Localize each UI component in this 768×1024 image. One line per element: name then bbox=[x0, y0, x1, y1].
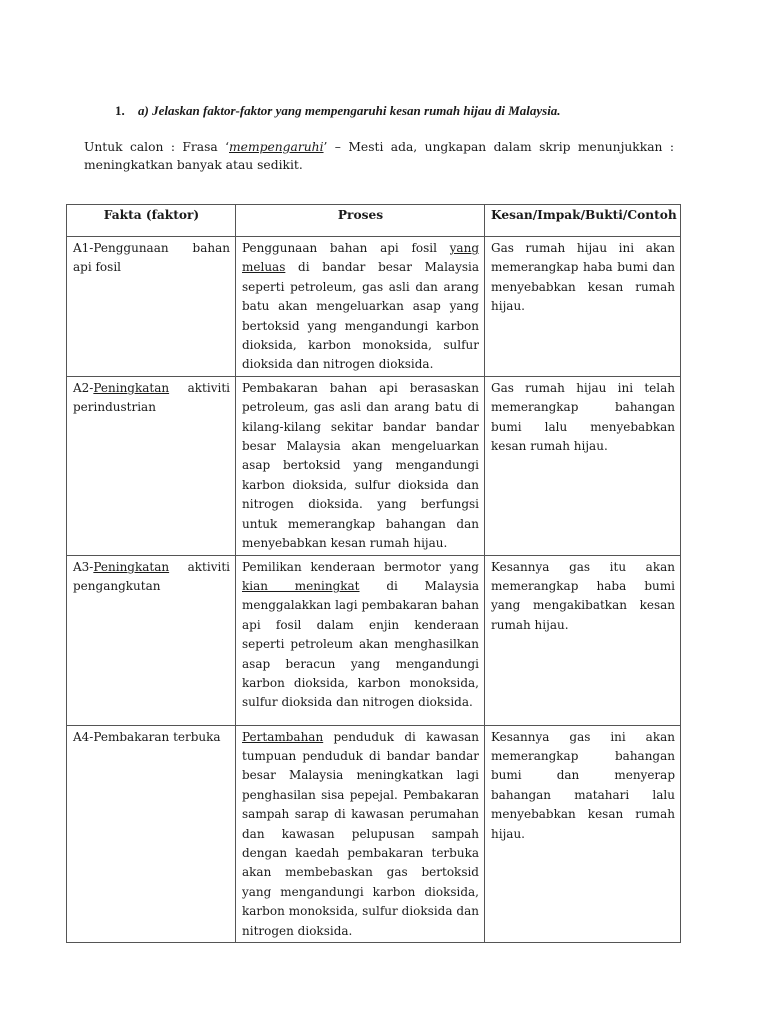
header-proses: Proses bbox=[236, 205, 485, 237]
note-keyword: mempengaruhi bbox=[229, 140, 324, 154]
cell-kesan: Kesannya gas itu akan memerangkap haba bumi yang mengakibatkan kesan rumah hijau. bbox=[485, 555, 681, 725]
fakta-text-rest: aktiviti perindustrian bbox=[73, 380, 230, 415]
proses-text-rest: di bandar besar Malaysia seperti petroleum, gas asli dan arang batu akan mengeluarkan asap yang bertoksid yang mengandungi karbon dioksida, karbon monoksida, sulfur dioksida dan nitrogen dioksida. bbox=[242, 260, 479, 372]
cell-proses bbox=[236, 237, 485, 377]
factors-table bbox=[66, 204, 681, 943]
question-number: 1. bbox=[115, 103, 125, 118]
proses-text: Penggunaan bahan api fosil bbox=[242, 241, 450, 255]
cell-kesan: Gas rumah hijau ini akan memerangkap haba bumi dan menyebabkan kesan rumah hijau. bbox=[485, 237, 681, 377]
proses-underlined: kian meningkat bbox=[242, 578, 360, 593]
table-row bbox=[67, 237, 681, 377]
cell-fakta bbox=[67, 725, 236, 942]
table-header-row bbox=[67, 205, 681, 237]
fakta-underlined: Peningkatan bbox=[93, 380, 170, 395]
proses-text: Pemilikan kenderaan bermotor yang bbox=[242, 559, 479, 574]
question-heading bbox=[115, 103, 715, 119]
note-suffix: ’ – Mesti ada, ungkapan dalam skrip menunjukkan : meningkatkan banyak atau sedikit. bbox=[84, 140, 674, 172]
table-row bbox=[67, 725, 681, 942]
proses-underlined: yang meluas bbox=[242, 241, 479, 275]
proses-text-rest: di Malaysia menggalakkan lagi pembakaran bahan api fosil dalam enjin kenderaan seperti petroleum akan menghasilkan asap beracun yang mengandungi karbon dioksida, karbon monoksida, sulfur dioksida dan nitrogen dioksida. bbox=[242, 578, 480, 710]
fakta-text: A1-Penggunaan bahan api fosil bbox=[73, 241, 230, 275]
proses-underlined: Pertambahan bbox=[242, 729, 324, 744]
question-text: a) Jelaskan faktor-faktor yang mempengaruhi kesan rumah hijau di Malaysia. bbox=[138, 103, 561, 118]
table-row bbox=[67, 376, 681, 555]
cell-proses bbox=[236, 555, 485, 725]
proses-text: Pembakaran bahan api berasaskan petroleum, gas asli dan arang batu di kilang-kilang sekitar bandar bandar besar Malaysia akan mengeluarkan asap bertoksid yang mengandungi karbon dioksida, sulfur dioksida dan nitrogen dioksida. yang berfungsi untuk memerangkap bahangan dan menyebabkan kesan rumah hijau. bbox=[242, 380, 479, 551]
cell-fakta bbox=[67, 237, 236, 377]
cell-proses bbox=[236, 376, 485, 555]
fakta-underlined: Peningkatan bbox=[93, 559, 170, 574]
cell-fakta bbox=[67, 376, 236, 555]
cell-fakta bbox=[67, 555, 236, 725]
note-prefix: Untuk calon : Frasa ‘ bbox=[84, 140, 229, 154]
fakta-text: A3- bbox=[73, 559, 94, 574]
cell-kesan: Kesannya gas ini akan memerangkap bahangan bumi dan menyerap bahangan matahari lalu menyebabkan kesan rumah hijau. bbox=[485, 725, 681, 942]
fakta-text: A4-Pembakaran terbuka bbox=[73, 729, 221, 744]
table-row bbox=[67, 555, 681, 725]
header-kesan: Kesan/Impak/Bukti/Contoh bbox=[485, 205, 681, 237]
fakta-text: A2- bbox=[73, 380, 94, 395]
cell-kesan: Gas rumah hijau ini telah memerangkap bahangan bumi lalu menyebabkan kesan rumah hijau. bbox=[485, 376, 681, 555]
proses-text-rest: penduduk di kawasan tumpuan penduduk di bandar bandar besar Malaysia meningkatkan lagi penghasilan sisa pepejal. Pembakaran sampah sarap di kawasan perumahan dan kawasan pelupusan sampah dengan kaedah pembakaran terbuka akan membebaskan gas bertoksid yang mengandungi karbon dioksida, karbon monoksida, sulfur dioksida dan nitrogen dioksida. bbox=[242, 729, 479, 938]
cell-proses bbox=[236, 725, 485, 942]
candidate-note bbox=[84, 138, 674, 174]
header-fakta: Fakta (faktor) bbox=[67, 205, 236, 237]
fakta-text-rest: aktiviti pengangkutan bbox=[73, 559, 230, 593]
